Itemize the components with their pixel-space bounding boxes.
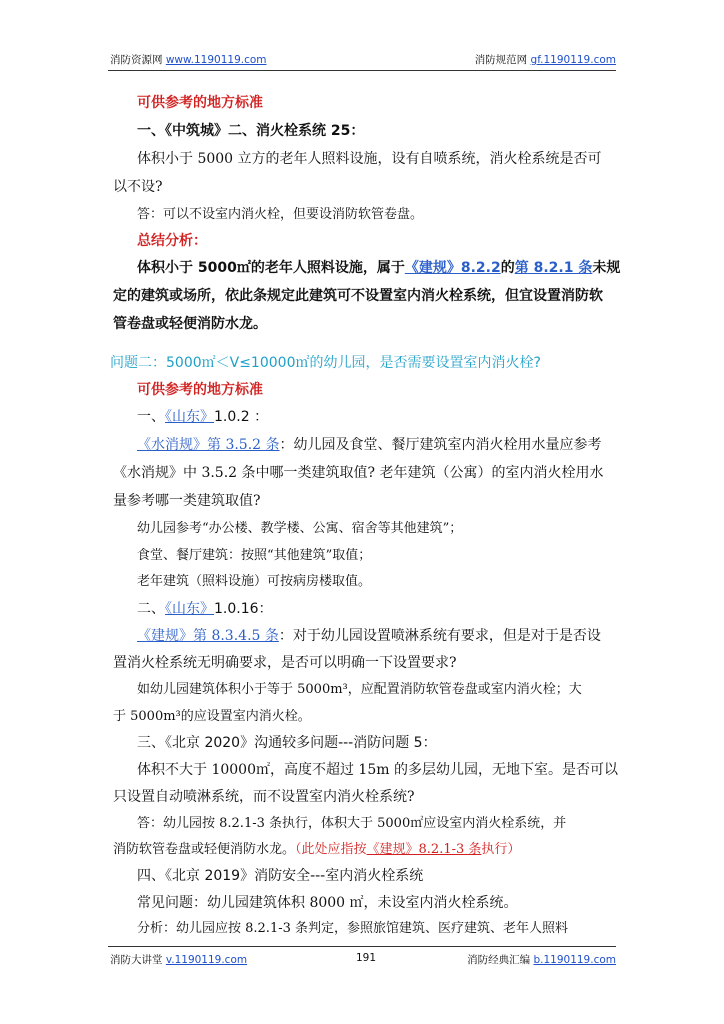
paragraph-line: 量参考哪一类建筑取值? bbox=[113, 493, 261, 509]
paragraph-text: ：对于幼儿园设置喷淋系统有要求，但是对于是否设 bbox=[278, 628, 601, 644]
header-right bbox=[475, 52, 616, 67]
answer-text: 答：幼儿园按 8.2.1-3 条执行，体积大于 5000㎡应设室内消火栓系统，并 bbox=[137, 816, 567, 831]
summary-line: 管卷盘或轻便消防水龙。 bbox=[113, 316, 267, 332]
paragraph-line: 《水消规》中 3.5.2 条中哪一类建筑取值? 老年建筑（公寓）的室内消火栓用水 bbox=[113, 465, 604, 481]
summary-heading: 总结分析： bbox=[137, 233, 207, 249]
answer-text: 答：可以不设室内消火栓，但要设消防软管卷盘。 bbox=[137, 207, 424, 222]
item-number: 二、 bbox=[137, 601, 165, 617]
reference-link[interactable]: 《建规》8.2.2 bbox=[404, 260, 501, 276]
header-left-link[interactable]: www.1190119.com bbox=[165, 54, 267, 66]
item-ref: 1.0.2 ： bbox=[214, 409, 269, 425]
page-number: 191 bbox=[356, 952, 377, 964]
answer-text: 老年建筑（照料设施）可按病房楼取值。 bbox=[137, 574, 372, 589]
reference-link[interactable]: 第 8.2.1 条 bbox=[514, 260, 593, 276]
header-right-label: 消防规范网 bbox=[474, 54, 528, 66]
paragraph-line: 常见问题：幼儿园建筑体积 8000 ㎡，未设室内消火栓系统。 bbox=[137, 895, 518, 911]
item-heading bbox=[137, 408, 637, 426]
item-heading: 三、《北京 2020》沟通较多问题---消防问题 5： bbox=[137, 735, 437, 751]
footer-right-label: 消防经典汇编 bbox=[467, 954, 531, 966]
footer-left-label: 消防大讲堂 bbox=[110, 954, 163, 966]
reference-link[interactable]: 《水消规》第 3.5.2 条 bbox=[137, 437, 280, 453]
header-divider bbox=[108, 70, 616, 71]
item-number: 一、 bbox=[137, 409, 165, 425]
answer-text: 食堂、餐厅建筑：按照“其他建筑”取值； bbox=[137, 548, 372, 563]
answer-text: 幼儿园参考“办公楼、教学楼、公寓、宿舍等其他建筑”； bbox=[137, 521, 463, 536]
footer-right-link[interactable]: b.1190119.com bbox=[533, 954, 616, 966]
section-heading: 可供参考的地方标准 bbox=[137, 95, 263, 111]
editor-note: （此处应指按 bbox=[295, 842, 367, 857]
answer-line bbox=[113, 841, 613, 859]
reference-link[interactable]: 《建规》8.2.1-3 条 bbox=[366, 842, 482, 857]
question-text: 体积小于 5000 立方的老年人照料设施，设有自喷系统，消火栓系统是否可 bbox=[137, 151, 602, 167]
paragraph-line bbox=[137, 627, 637, 645]
paragraph-line: 置消火栓系统无明确要求，是否可以明确一下设置要求? bbox=[113, 655, 457, 671]
page-footer bbox=[110, 952, 616, 968]
summary-line bbox=[137, 259, 637, 277]
answer-text: 于 5000m³的应设置室内消火栓。 bbox=[113, 709, 311, 724]
reference-link[interactable]: 《山东》 bbox=[165, 409, 214, 425]
item-heading bbox=[137, 600, 637, 618]
summary-line: 定的建筑或场所，依此条规定此建筑可不设置室内消火栓系统，但宜设置消防软 bbox=[113, 288, 603, 304]
summary-text: 未规 bbox=[592, 260, 621, 276]
paragraph-line: 分析：幼儿园应按 8.2.1-3 条判定，参照旅馆建筑、医疗建筑、老年人照料 bbox=[137, 921, 569, 936]
reference-link[interactable]: 《建规》第 8.3.4.5 条 bbox=[137, 628, 279, 644]
summary-text: 的 bbox=[500, 260, 515, 276]
item-heading: 四、《北京 2019》消防安全---室内消火栓系统 bbox=[137, 868, 424, 884]
answer-text: 如幼儿园建筑体积小于等于 5000m³，应配置消防软管卷盘或室内消火栓；大 bbox=[137, 682, 582, 697]
paragraph-line: 只设置自动喷淋系统，而不设置室内消火栓系统? bbox=[113, 789, 415, 805]
footer-divider bbox=[108, 946, 616, 947]
question-text: 以不设? bbox=[113, 179, 163, 195]
section-heading: 可供参考的地方标准 bbox=[137, 382, 263, 398]
answer-text: 消防软管卷盘或轻便消防水龙。 bbox=[113, 842, 296, 857]
editor-note: 执行） bbox=[481, 842, 521, 857]
header-left bbox=[110, 52, 267, 67]
paragraph-line: 体积不大于 10000㎡，高度不超过 15m 的多层幼儿园，无地下室。是否可以 bbox=[137, 762, 618, 778]
page-header bbox=[110, 52, 616, 68]
header-right-link[interactable]: gf.1190119.com bbox=[530, 54, 616, 66]
item-ref: 1.0.16： bbox=[214, 601, 273, 617]
footer-left-link[interactable]: v.1190119.com bbox=[165, 954, 248, 966]
summary-text: 体积小于 5000㎡的老年人照料设施，属于 bbox=[137, 260, 405, 276]
question-title: 问题二：5000㎡＜V≤10000㎡的幼儿园，是否需要设置室内消火栓? bbox=[110, 355, 541, 371]
header-left-label: 消防资源网 bbox=[110, 54, 163, 66]
item-heading: 一、《中筑城》二、消火栓系统 25： bbox=[137, 123, 365, 139]
reference-link[interactable]: 《山东》 bbox=[165, 601, 214, 617]
paragraph-line bbox=[137, 436, 637, 454]
footer-right bbox=[467, 952, 616, 967]
paragraph-text: ：幼儿园及食堂、餐厅建筑室内消火栓用水量应参考 bbox=[279, 437, 602, 453]
footer-left bbox=[110, 952, 247, 967]
